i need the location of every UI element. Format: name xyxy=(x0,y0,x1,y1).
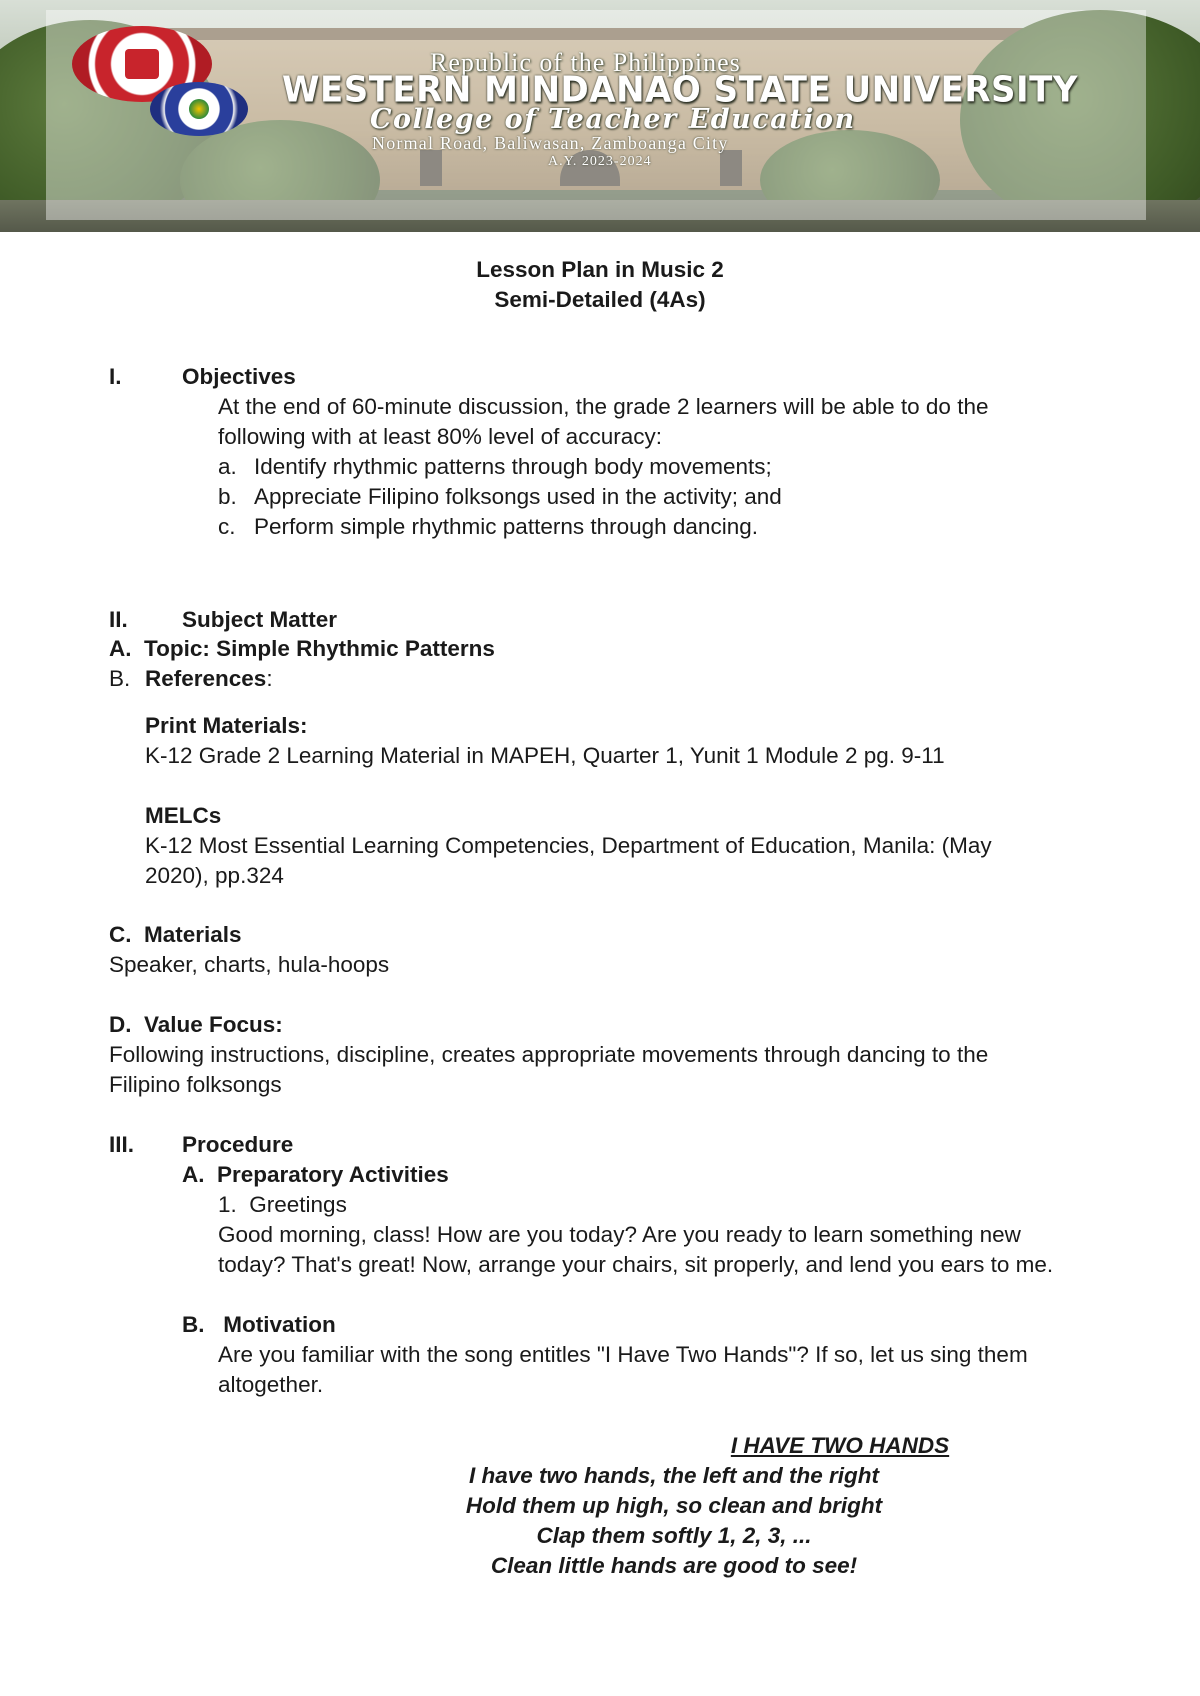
objectives-heading xyxy=(109,366,296,389)
value-focus-text: Filipino folksongs xyxy=(109,1072,282,1097)
section-number: II. xyxy=(109,607,128,632)
greetings-text: today? That's great! Now, arrange your chairs, sit properly, and lend you ears to me. xyxy=(218,1252,1054,1277)
print-materials-heading: Print Materials: xyxy=(145,713,308,738)
references-letter: B. xyxy=(109,666,131,691)
banner-republic: Republic of the Philippines xyxy=(430,48,741,77)
item-letter: c. xyxy=(218,514,236,539)
references-line xyxy=(109,668,273,691)
cte-seal-icon xyxy=(150,82,248,136)
motivation-text: altogether. xyxy=(218,1372,324,1397)
section-title: Objectives xyxy=(182,364,296,389)
objective-item xyxy=(218,486,782,509)
value-focus-heading: D. Value Focus: xyxy=(109,1012,283,1037)
banner-academic-year: A.Y. 2023-2024 xyxy=(548,154,652,169)
references-label: References xyxy=(145,666,267,691)
item-text: Appreciate Filipino folksongs used in the activity; and xyxy=(254,484,782,509)
section-title: Subject Matter xyxy=(182,607,338,632)
item-text: Perform simple rhythmic patterns through dancing. xyxy=(254,514,758,539)
section-title: Procedure xyxy=(182,1132,294,1157)
materials-heading: C. Materials xyxy=(109,922,242,947)
melcs-text: K-12 Most Essential Learning Competencies, Department of Education, Manila: (May xyxy=(145,833,992,858)
print-materials-text: K-12 Grade 2 Learning Material in MAPEH, Quarter 1, Yunit 1 Module 2 pg. 9-11 xyxy=(145,743,945,768)
banner-address: Normal Road, Baliwasan, Zamboanga City xyxy=(372,133,729,153)
value-focus-text: Following instructions, discipline, creates appropriate movements through dancing to the xyxy=(109,1042,989,1067)
song-line: Clap them softly 1, 2, 3, ... xyxy=(536,1523,812,1548)
objective-item xyxy=(218,456,772,479)
subject-matter-heading xyxy=(109,609,337,632)
preparatory-activities-heading: A. Preparatory Activities xyxy=(182,1162,449,1187)
item-letter: a. xyxy=(218,454,237,479)
objectives-intro: At the end of 60-minute discussion, the grade 2 learners will be able to do the xyxy=(218,394,989,419)
melcs-heading: MELCs xyxy=(145,803,222,828)
references-colon: : xyxy=(266,666,273,691)
motivation-heading: B. Motivation xyxy=(182,1312,336,1337)
motivation-text: Are you familiar with the song entitles "I Have Two Hands"? If so, let us sing them xyxy=(218,1342,1028,1367)
topic-line: A. Topic: Simple Rhythmic Patterns xyxy=(109,636,495,661)
section-number: I. xyxy=(109,364,122,389)
song-title: I HAVE TWO HANDS xyxy=(730,1433,950,1458)
doc-title: Lesson Plan in Music 2 xyxy=(476,257,724,282)
song-line: Hold them up high, so clean and bright xyxy=(465,1493,883,1518)
section-number: III. xyxy=(109,1132,135,1157)
song-line: I have two hands, the left and the right xyxy=(468,1463,880,1488)
greetings-text: Good morning, class! How are you today? Are you ready to learn something new xyxy=(218,1222,1021,1247)
objective-item xyxy=(218,516,758,539)
objectives-intro: following with at least 80% level of accuracy: xyxy=(218,424,662,449)
banner-college: College of Teacher Education xyxy=(370,104,856,135)
item-letter: b. xyxy=(218,484,237,509)
melcs-text: 2020), pp.324 xyxy=(145,863,284,888)
song-line: Clean little hands are good to see! xyxy=(490,1553,858,1578)
banner-university: WESTERN MINDANAO STATE UNIVERSITY xyxy=(282,69,1078,111)
header-banner xyxy=(0,0,1200,232)
doc-subtitle: Semi-Detailed (4As) xyxy=(494,287,706,312)
procedure-heading xyxy=(109,1134,293,1157)
materials-text: Speaker, charts, hula-hoops xyxy=(109,952,390,977)
greetings-item: 1. Greetings xyxy=(218,1192,347,1217)
item-text: Identify rhythmic patterns through body movements; xyxy=(254,454,772,479)
